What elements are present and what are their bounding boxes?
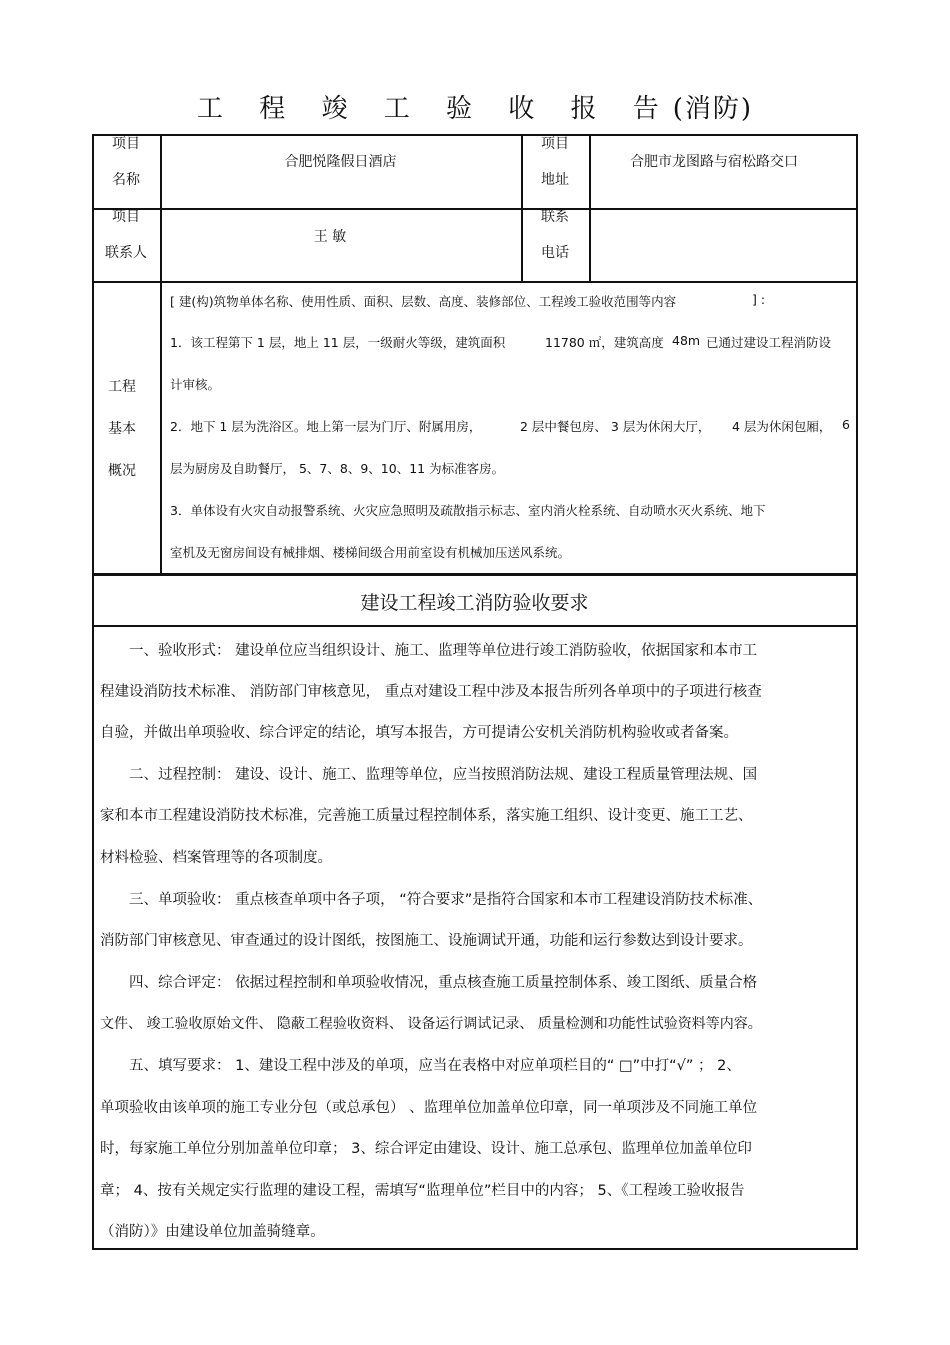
info-col-divider-1 [160,134,162,575]
overview-line-1c: 48m [672,333,701,348]
overview-line-3b: 2 层中餐包房、 3 层为休闲大厅， [520,419,711,434]
requirement-line: 单项验收由该单项的施工专业分包（或总承包） 、监理单位加盖单位印章，同一单项涉及不同施工单位 [100,1100,758,1116]
phone-label: 联系 电话 [541,209,569,261]
requirement-line: 二、过程控制： 建设、设计、施工、监理等单位，应当按照消防法规、建设工程质量管理法规、国 [100,767,758,783]
overview-line-5: 3．单体设有火灾自动报警系统、火灾应急照明及疏散指示标志、室内消火栓系统、自动喷水灭火系统、地下 [170,503,766,518]
page-title-main: 工 程 竣 工 验 收 报 告 [196,94,673,124]
contact-value: 王 敏 [313,229,347,245]
overview-line-2: 计审核。 [170,377,221,392]
project-address-label: 项目 地址 [541,136,569,188]
requirement-line: 章； 4、按有关规定实行监理的建设工程，需填写“监理单位”栏目中的内容； 5、《工程竣工验收报告 [100,1183,745,1199]
page-title-sub: (消防) [672,94,754,124]
requirements-heading-divider [92,625,858,627]
requirement-line: 四、综合评定： 依据过程控制和单项验收情况，重点核查施工质量控制体系、竣工图纸、质量合格 [100,975,758,991]
overview-line-1a: 1．该工程第下 1 层，地上 11 层，一级耐火等级，建筑面积 [170,335,506,350]
page-title [0,88,950,125]
requirement-line: 材料检验、档案管理等的各项制度。 [100,850,332,866]
overview-line-3a: 2．地下 1 层为洗浴区。地上第一层为门厅、附属用房， [170,419,482,434]
info-row-divider-2 [92,281,858,283]
overview-label: 工程 基本 概况 [108,379,136,479]
project-name-value: 合肥悦隆假日酒店 [284,154,397,170]
contact-label: 项目 联系人 [105,209,147,261]
requirement-line: 文件、 竣工验收原始文件、 隐蔽工程验收资料、 设备运行调试记录、 质量检测和功能性试验资料等内容。 [100,1016,762,1032]
overview-line-3d: 6 [842,417,850,432]
requirement-line: 时，每家施工单位分别加盖单位印章； 3、综合评定由建设、设计、施工总承包、监理单位加盖单位印 [100,1141,752,1157]
overview-line-0: [ 建(构)筑物单体名称、使用性质、面积、层数、高度、装修部位、工程竣工验收范围等内容 [170,294,677,309]
requirement-line: 家和本市工程建设消防技术标准，完善施工质量过程控制体系，落实施工组织、设计变更、施工工艺、 [100,808,753,824]
requirement-line: 消防部门审核意见、审查通过的设计图纸，按图施工、设施调试开通，功能和运行参数达到设计要求。 [100,933,753,949]
overview-line-4: 层为厨房及自助餐厅， 5、7、8、9、10、11 为标准客房。 [170,461,505,476]
overview-line-3c: 4 层为休闲包厢， [732,419,832,434]
requirements-heading: 建设工程竣工消防验收要求 [360,592,589,614]
overview-line-1d: 已通过建设工程消防设 [706,335,832,350]
requirement-line: 三、单项验收： 重点核查单项中各子项， “符合要求”是指符合国家和本市工程建设消防技术标准、 [100,892,763,908]
requirement-line: 自验，并做出单项验收、综合评定的结论，填写本报告，方可提请公安机关消防机构验收或者备案。 [100,725,738,741]
project-name-label: 项目 名称 [112,136,140,188]
requirement-line: 五、填写要求： 1、建设工程中涉及的单项，应当在表格中对应单项栏目的“ □”中打“√” ； 2、 [100,1058,741,1074]
info-row-divider-1 [92,208,858,210]
project-address-value: 合肥市龙图路与宿松路交口 [630,154,798,170]
overview-line-1b: 11780 ㎡，建筑高度 [545,335,664,350]
requirement-line: 程建设消防技术标准、 消防部门审核意见， 重点对建设工程中涉及本报告所列各单项中的子项进行核查 [100,684,762,700]
requirement-line: 一、验收形式： 建设单位应当组织设计、施工、监理等单位进行竣工消防验收，依据国家和本市工 [100,643,758,659]
overview-line-6: 室机及无窗房间设有械排烟、楼梯间级合用前室设有机械加压送风系统。 [170,545,571,560]
overview-line-0-end: ] : [752,292,766,307]
requirement-line: （消防）》由建设单位加盖骑缝章。 [100,1224,325,1240]
